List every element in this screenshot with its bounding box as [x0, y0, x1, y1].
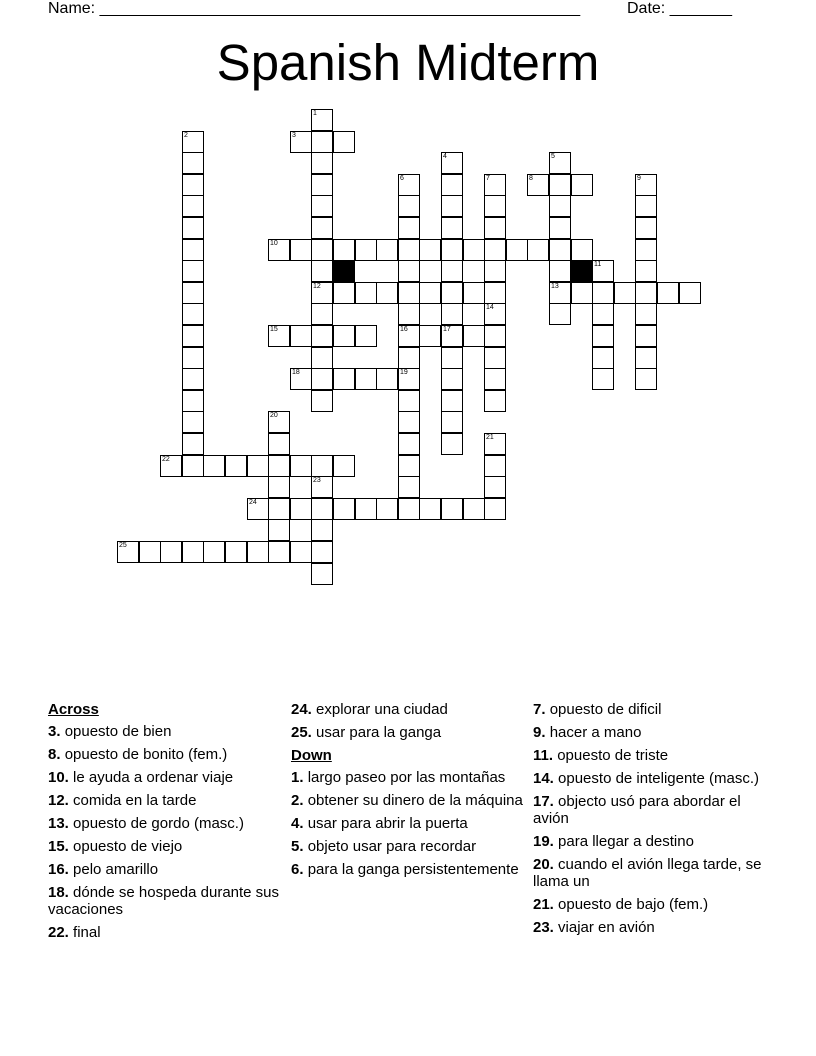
grid-cell[interactable]	[311, 239, 333, 261]
clue-item-number: 23.	[533, 919, 554, 936]
grid-cell[interactable]	[398, 239, 420, 261]
clue-number: 7	[486, 175, 490, 182]
clue-number: 11	[594, 261, 602, 268]
grid-cell[interactable]	[635, 239, 657, 261]
clue-number: 16	[400, 326, 408, 333]
grid-cell[interactable]	[268, 519, 290, 541]
clue-number: 19	[400, 369, 408, 376]
clue-item	[533, 724, 765, 741]
clue-number: 24	[249, 499, 257, 506]
grid-cell[interactable]	[182, 390, 204, 412]
grid-cell[interactable]	[311, 390, 333, 412]
grid-cell[interactable]	[182, 541, 204, 563]
grid-cell[interactable]	[592, 368, 614, 390]
grid-cell[interactable]	[484, 433, 506, 455]
clue-number: 23	[313, 477, 321, 484]
grid-cell[interactable]	[333, 282, 355, 304]
clue-item-text: objecto usó para abordar el avión	[533, 793, 741, 827]
grid-cell[interactable]	[268, 455, 290, 477]
clue-item-number: 5.	[291, 838, 304, 855]
clue-item-text: le ayuda a ordenar viaje	[73, 769, 234, 786]
clue-number: 14	[486, 304, 494, 311]
clue-item	[533, 701, 765, 718]
clue-item	[533, 919, 765, 936]
grid-cell[interactable]	[311, 303, 333, 325]
clue-item-number: 4.	[291, 815, 304, 832]
clue-column-3	[533, 701, 765, 942]
clue-number: 12	[313, 283, 321, 290]
grid-cell[interactable]	[333, 498, 355, 520]
grid-cell[interactable]	[311, 541, 333, 563]
clue-item-text: opuesto de inteligente (masc.)	[558, 770, 759, 787]
clue-item-number: 18.	[48, 884, 69, 901]
clue-item-text: opuesto de gordo (masc.)	[73, 815, 244, 832]
grid-cell[interactable]	[441, 260, 463, 282]
grid-cell[interactable]	[484, 260, 506, 282]
date-line: Date: _______	[627, 0, 732, 17]
grid-cell[interactable]	[484, 347, 506, 369]
grid-cell[interactable]	[182, 433, 204, 455]
grid-cell[interactable]	[290, 325, 312, 347]
grid-cell[interactable]	[441, 217, 463, 239]
grid-cell[interactable]	[203, 541, 225, 563]
grid-cell[interactable]	[182, 217, 204, 239]
grid-cell[interactable]	[333, 455, 355, 477]
grid-cell[interactable]	[311, 260, 333, 282]
grid-cell[interactable]	[355, 498, 377, 520]
grid-cell[interactable]	[355, 325, 377, 347]
clue-heading-down: Down	[291, 747, 332, 764]
clue-number: 5	[551, 153, 555, 160]
grid-cell[interactable]	[419, 325, 441, 347]
grid-cell[interactable]	[355, 239, 377, 261]
clue-item-text: opuesto de bonito (fem.)	[64, 746, 228, 763]
clue-number: 17	[443, 326, 451, 333]
grid-cell[interactable]	[484, 195, 506, 217]
grid-cell[interactable]	[592, 260, 614, 282]
clue-number: 6	[400, 175, 404, 182]
grid-cell[interactable]	[635, 260, 657, 282]
clue-item	[533, 747, 765, 764]
clue-item-text: comida en la tarde	[73, 792, 197, 809]
grid-cell[interactable]	[484, 368, 506, 390]
grid-cell[interactable]	[247, 498, 269, 520]
clue-item-number: 2.	[291, 792, 304, 809]
clue-item	[291, 701, 523, 718]
clue-item	[48, 723, 280, 740]
grid-cell[interactable]	[182, 174, 204, 196]
clue-item-number: 21.	[533, 896, 554, 913]
grid-cell[interactable]	[311, 195, 333, 217]
grid-cell[interactable]	[182, 303, 204, 325]
clue-item-text: dónde se hospeda durante sus vacaciones	[48, 884, 280, 918]
clue-item-text: opuesto de bajo (fem.)	[558, 896, 709, 913]
grid-cell[interactable]	[311, 152, 333, 174]
clue-number: 10	[270, 240, 278, 247]
clue-item-text: para la ganga persistentemente	[307, 861, 519, 878]
grid-cell[interactable]	[441, 433, 463, 455]
grid-cell[interactable]	[441, 303, 463, 325]
grid-cell[interactable]	[311, 368, 333, 390]
grid-cell[interactable]	[398, 325, 420, 347]
grid-cell[interactable]	[203, 455, 225, 477]
grid-cell[interactable]	[268, 433, 290, 455]
grid-cell[interactable]	[441, 239, 463, 261]
clue-number: 1	[313, 110, 317, 117]
grid-cell[interactable]	[290, 368, 312, 390]
black-cell	[571, 260, 593, 282]
clue-item-text: viajar en avión	[558, 919, 655, 936]
clue-item-text: pelo amarillo	[73, 861, 159, 878]
clue-item	[291, 815, 523, 832]
clue-item	[48, 838, 280, 855]
grid-cell[interactable]	[592, 303, 614, 325]
clue-item	[291, 861, 523, 878]
grid-cell[interactable]	[484, 390, 506, 412]
grid-cell[interactable]	[182, 368, 204, 390]
clue-column-1	[48, 701, 280, 947]
grid-cell[interactable]	[182, 282, 204, 304]
clue-item-number: 8.	[48, 746, 61, 763]
clue-number: 13	[551, 283, 559, 290]
name-line: Name: ______________________________________________________	[48, 0, 581, 17]
clue-item	[291, 838, 523, 855]
clue-item-text: final	[73, 924, 101, 941]
grid-cell[interactable]	[484, 476, 506, 498]
clue-item-number: 7.	[533, 701, 546, 718]
grid-cell[interactable]	[355, 368, 377, 390]
grid-cell[interactable]	[333, 239, 355, 261]
grid-cell[interactable]	[333, 131, 355, 153]
clue-column-2	[291, 701, 523, 884]
clue-item-text: usar para la ganga	[316, 724, 442, 741]
grid-cell[interactable]	[592, 325, 614, 347]
clue-item-text: opuesto de bien	[64, 723, 172, 740]
grid-cell[interactable]	[441, 368, 463, 390]
grid-cell[interactable]	[419, 282, 441, 304]
clue-item-number: 15.	[48, 838, 69, 855]
grid-cell[interactable]	[635, 325, 657, 347]
clue-number: 8	[529, 175, 533, 182]
grid-cell[interactable]	[376, 282, 398, 304]
grid-cell[interactable]	[182, 131, 204, 153]
clue-item	[48, 769, 280, 786]
grid-cell[interactable]	[311, 325, 333, 347]
grid-cell[interactable]	[635, 368, 657, 390]
grid-cell[interactable]	[506, 239, 528, 261]
clue-item-text: opuesto de triste	[557, 747, 669, 764]
grid-cell[interactable]	[635, 282, 657, 304]
grid-cell[interactable]	[268, 411, 290, 433]
grid-cell[interactable]	[571, 174, 593, 196]
grid-cell[interactable]	[549, 260, 571, 282]
grid-cell[interactable]	[311, 476, 333, 498]
clue-item-number: 6.	[291, 861, 304, 878]
grid-cell[interactable]	[182, 411, 204, 433]
clue-item	[48, 884, 280, 918]
grid-cell[interactable]	[419, 498, 441, 520]
grid-cell[interactable]	[311, 563, 333, 585]
clue-item-text: cuando el avión llega tarde, se llama un	[533, 856, 762, 890]
grid-cell[interactable]	[398, 455, 420, 477]
grid-cell[interactable]	[268, 498, 290, 520]
grid-cell[interactable]	[290, 498, 312, 520]
grid-cell[interactable]	[441, 498, 463, 520]
grid-cell[interactable]	[549, 303, 571, 325]
grid-cell[interactable]	[311, 455, 333, 477]
grid-cell[interactable]	[441, 390, 463, 412]
grid-cell[interactable]	[463, 498, 485, 520]
clue-item	[533, 793, 765, 827]
black-cell	[333, 260, 355, 282]
grid-cell[interactable]	[311, 498, 333, 520]
grid-cell[interactable]	[398, 411, 420, 433]
grid-cell[interactable]	[311, 109, 333, 131]
grid-cell[interactable]	[571, 239, 593, 261]
clue-item-text: usar para abrir la puerta	[307, 815, 468, 832]
grid-cell[interactable]	[549, 282, 571, 304]
clue-item-text: largo paseo por las montañas	[307, 769, 506, 786]
grid-cell[interactable]	[139, 541, 161, 563]
clue-number: 2	[184, 132, 188, 139]
grid-cell[interactable]	[549, 174, 571, 196]
grid-cell[interactable]	[527, 174, 549, 196]
grid-cell[interactable]	[311, 519, 333, 541]
grid-cell[interactable]	[441, 282, 463, 304]
clue-item-number: 9.	[533, 724, 546, 741]
grid-cell[interactable]	[441, 347, 463, 369]
clue-item-number: 20.	[533, 856, 554, 873]
clue-item-number: 25.	[291, 724, 312, 741]
grid-cell[interactable]	[376, 498, 398, 520]
grid-cell[interactable]	[182, 195, 204, 217]
grid-cell[interactable]	[398, 476, 420, 498]
clue-item-number: 17.	[533, 793, 554, 810]
grid-cell[interactable]	[311, 217, 333, 239]
clue-item-number: 16.	[48, 861, 69, 878]
grid-cell[interactable]	[484, 282, 506, 304]
grid-cell[interactable]	[484, 455, 506, 477]
grid-cell[interactable]	[441, 174, 463, 196]
grid-cell[interactable]	[160, 541, 182, 563]
grid-cell[interactable]	[311, 174, 333, 196]
grid-cell[interactable]	[657, 282, 679, 304]
clue-number: 18	[292, 369, 300, 376]
grid-cell[interactable]	[225, 541, 247, 563]
clue-item-number: 13.	[48, 815, 69, 832]
grid-cell[interactable]	[182, 455, 204, 477]
clue-item-number: 3.	[48, 723, 61, 740]
grid-cell[interactable]	[268, 476, 290, 498]
grid-cell[interactable]	[571, 282, 593, 304]
grid-cell[interactable]	[225, 455, 247, 477]
clue-item-number: 10.	[48, 769, 69, 786]
grid-cell[interactable]	[635, 174, 657, 196]
grid-cell[interactable]	[549, 217, 571, 239]
grid-cell[interactable]	[635, 217, 657, 239]
clue-item	[533, 833, 765, 850]
grid-cell[interactable]	[635, 195, 657, 217]
clue-item-text: objeto usar para recordar	[307, 838, 477, 855]
clue-item	[291, 724, 523, 741]
grid-cell[interactable]	[398, 347, 420, 369]
grid-cell[interactable]	[592, 347, 614, 369]
grid-cell[interactable]	[484, 239, 506, 261]
grid-cell[interactable]	[419, 239, 441, 261]
grid-cell[interactable]	[484, 217, 506, 239]
clue-item-text: explorar una ciudad	[316, 701, 448, 718]
grid-cell[interactable]	[268, 541, 290, 563]
grid-cell[interactable]	[441, 411, 463, 433]
grid-cell[interactable]	[463, 282, 485, 304]
clue-item-text: opuesto de viejo	[73, 838, 183, 855]
grid-cell[interactable]	[247, 541, 269, 563]
grid-cell[interactable]	[398, 260, 420, 282]
grid-cell[interactable]	[290, 455, 312, 477]
clue-item	[533, 770, 765, 787]
grid-cell[interactable]	[614, 282, 636, 304]
clue-number: 15	[270, 326, 278, 333]
grid-cell[interactable]	[398, 390, 420, 412]
grid-cell[interactable]	[355, 282, 377, 304]
grid-cell[interactable]	[484, 303, 506, 325]
clue-item	[291, 792, 523, 809]
grid-cell[interactable]	[441, 152, 463, 174]
grid-cell[interactable]	[268, 325, 290, 347]
grid-cell[interactable]	[398, 282, 420, 304]
clue-item-text: para llegar a destino	[558, 833, 694, 850]
grid-cell[interactable]	[290, 541, 312, 563]
clue-item-text: obtener su dinero de la máquina	[307, 792, 523, 809]
clue-item-number: 24.	[291, 701, 312, 718]
grid-cell[interactable]	[247, 455, 269, 477]
page-title: Spanish Midterm	[216, 34, 600, 91]
grid-cell[interactable]	[333, 368, 355, 390]
grid-cell[interactable]	[311, 131, 333, 153]
clue-item-number: 22.	[48, 924, 69, 941]
grid-cell[interactable]	[290, 239, 312, 261]
clue-number: 20	[270, 412, 278, 419]
grid-cell[interactable]	[463, 325, 485, 347]
grid-cell[interactable]	[182, 260, 204, 282]
grid-cell[interactable]	[182, 347, 204, 369]
clue-item	[48, 792, 280, 809]
clue-number: 9	[637, 175, 641, 182]
grid-cell[interactable]	[160, 455, 182, 477]
grid-cell[interactable]	[311, 347, 333, 369]
clue-item-text: opuesto de dificil	[549, 701, 662, 718]
grid-cell[interactable]	[484, 174, 506, 196]
grid-cell[interactable]	[268, 239, 290, 261]
clue-number: 21	[486, 434, 494, 441]
grid-cell[interactable]	[484, 498, 506, 520]
clue-item	[533, 856, 765, 890]
clue-number: 4	[443, 153, 447, 160]
clue-number: 25	[119, 542, 127, 549]
clue-item	[48, 924, 280, 941]
grid-cell[interactable]	[117, 541, 139, 563]
clue-item-number: 12.	[48, 792, 69, 809]
grid-cell[interactable]	[333, 325, 355, 347]
grid-cell[interactable]	[441, 325, 463, 347]
grid-cell[interactable]	[484, 325, 506, 347]
grid-cell[interactable]	[463, 239, 485, 261]
clue-item-number: 19.	[533, 833, 554, 850]
clue-item-text: hacer a mano	[549, 724, 642, 741]
clue-item-number: 14.	[533, 770, 554, 787]
grid-cell[interactable]	[398, 303, 420, 325]
clue-item	[533, 896, 765, 913]
grid-cell[interactable]	[398, 368, 420, 390]
grid-cell[interactable]	[441, 195, 463, 217]
grid-cell[interactable]	[549, 195, 571, 217]
grid-cell[interactable]	[527, 239, 549, 261]
clue-item	[291, 769, 523, 786]
clue-item	[48, 861, 280, 878]
grid-cell[interactable]	[592, 282, 614, 304]
grid-cell[interactable]	[182, 325, 204, 347]
clue-number: 22	[162, 456, 170, 463]
grid-cell[interactable]	[290, 131, 312, 153]
grid-cell[interactable]	[549, 239, 571, 261]
grid-cell[interactable]	[398, 433, 420, 455]
grid-cell[interactable]	[398, 217, 420, 239]
clue-item	[48, 815, 280, 832]
clue-heading-across: Across	[48, 701, 99, 718]
grid-cell[interactable]	[376, 239, 398, 261]
grid-cell[interactable]	[679, 282, 701, 304]
grid-cell[interactable]	[398, 195, 420, 217]
grid-cell[interactable]	[398, 498, 420, 520]
grid-cell[interactable]	[398, 174, 420, 196]
clue-item-number: 1.	[291, 769, 304, 786]
grid-cell[interactable]	[635, 303, 657, 325]
grid-cell[interactable]	[182, 239, 204, 261]
clue-item	[48, 746, 280, 763]
clue-item-number: 11.	[533, 747, 554, 764]
clue-number: 3	[292, 132, 296, 139]
grid-cell[interactable]	[376, 368, 398, 390]
grid-cell[interactable]	[311, 282, 333, 304]
grid-cell[interactable]	[549, 152, 571, 174]
grid-cell[interactable]	[182, 152, 204, 174]
grid-cell[interactable]	[635, 347, 657, 369]
